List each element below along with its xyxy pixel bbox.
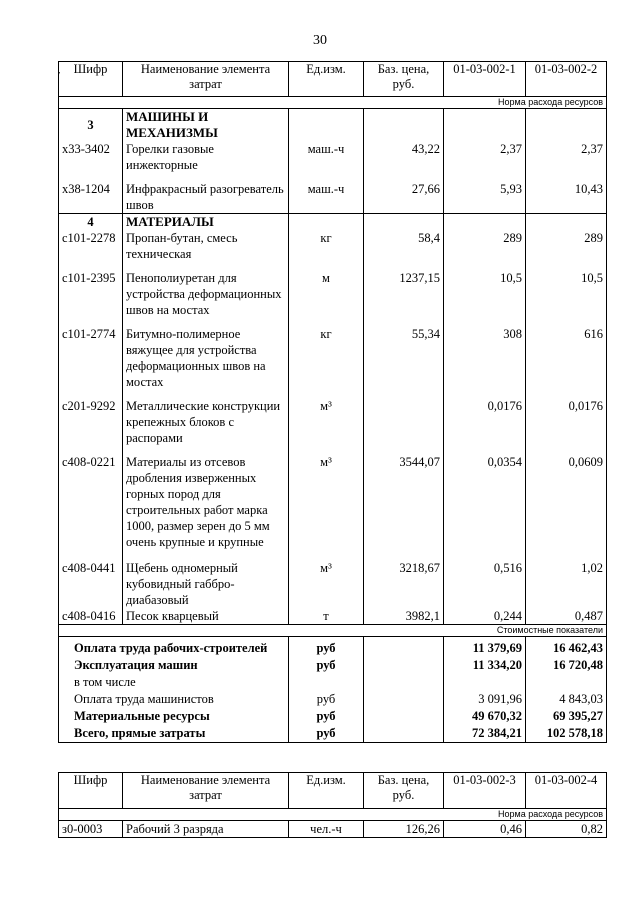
row-price: 58,4 <box>364 230 444 262</box>
row-code: с408-0416 <box>59 608 123 625</box>
cost-unit: руб <box>289 657 364 674</box>
cost-value-2: 16 720,48 <box>526 657 607 674</box>
cost-name: Всего, прямые затраты <box>59 725 289 743</box>
row-name: Горелки газовые инжекторные <box>123 141 289 173</box>
cost-row <box>59 674 607 691</box>
row-unit: м³ <box>289 550 364 608</box>
row-value-2: 289 <box>526 230 607 262</box>
row-unit: м <box>289 262 364 318</box>
section-title: МАШИНЫ И МЕХАНИЗМЫ <box>123 109 289 142</box>
row-price <box>364 390 444 446</box>
norm-label: Норма расхода ресурсов <box>59 97 607 109</box>
cost-value-2: 16 462,43 <box>526 637 607 658</box>
header-col2: 01-03-002-2 <box>526 62 607 97</box>
row-name: Материалы из отсевов дробления изверженных горных пород для строительных работ марка 1000, размер зерен до 5 мм очень крупные и крупные <box>123 446 289 550</box>
header-col2: 01-03-002-4 <box>526 773 607 809</box>
row-unit: кг <box>289 230 364 262</box>
row-unit: кг <box>289 318 364 390</box>
table-row <box>59 173 607 214</box>
section-row <box>59 109 607 142</box>
cost-unit: руб <box>289 708 364 725</box>
row-name: Инфракрасный разогреватель швов <box>123 173 289 214</box>
table-header <box>59 62 607 97</box>
table-row <box>59 550 607 608</box>
cost-value-1: 72 384,21 <box>444 725 526 743</box>
cost-name: Оплата труда машинистов <box>59 691 289 708</box>
row-code: с408-0441 <box>59 550 123 608</box>
table-row <box>59 230 607 262</box>
row-value-2: 1,02 <box>526 550 607 608</box>
table-header <box>59 773 607 809</box>
norm-label: Норма расхода ресурсов <box>59 809 607 821</box>
header-base-price: Баз. цена, руб. <box>364 62 444 97</box>
norm-band <box>59 809 607 821</box>
row-code: с101-2278 <box>59 230 123 262</box>
header-cipher: Шифр <box>59 62 123 97</box>
table-row <box>59 318 607 390</box>
row-code: х33-3402 <box>59 141 123 173</box>
header-name: Наименование элемента затрат <box>123 773 289 809</box>
header-base-price: Баз. цена, руб. <box>364 773 444 809</box>
cost-name: Эксплуатация машин <box>59 657 289 674</box>
row-unit: м³ <box>289 390 364 446</box>
cost-row <box>59 657 607 674</box>
row-name: Песок кварцевый <box>123 608 289 625</box>
row-price: 3982,1 <box>364 608 444 625</box>
row-name: Щебень одномерный кубовидный габбро-диабазовый <box>123 550 289 608</box>
row-price: 3218,67 <box>364 550 444 608</box>
cost-row <box>59 725 607 743</box>
cost-value-2: 69 395,27 <box>526 708 607 725</box>
section-number: 4 <box>59 214 123 231</box>
table-row <box>59 821 607 838</box>
section-title: МАТЕРИАЛЫ <box>123 214 289 231</box>
header-col1: 01-03-002-1 <box>444 62 526 97</box>
row-price: 126,26 <box>364 821 444 838</box>
table-row <box>59 446 607 550</box>
norm-band <box>59 97 607 109</box>
cost-value-1: 49 670,32 <box>444 708 526 725</box>
row-value-2: 10,5 <box>526 262 607 318</box>
row-code: х38-1204 <box>59 173 123 214</box>
row-code: с101-2774 <box>59 318 123 390</box>
row-value-1: 10,5 <box>444 262 526 318</box>
cost-unit: руб <box>289 637 364 658</box>
cost-unit: руб <box>289 725 364 743</box>
row-value-2: 0,0176 <box>526 390 607 446</box>
row-value-1: 5,93 <box>444 173 526 214</box>
row-price: 27,66 <box>364 173 444 214</box>
cost-name: в том числе <box>59 674 289 691</box>
cost-row <box>59 691 607 708</box>
cost-value-2: 102 578,18 <box>526 725 607 743</box>
row-unit: маш.-ч <box>289 141 364 173</box>
row-value-1: 0,244 <box>444 608 526 625</box>
cost-value-2: 4 843,03 <box>526 691 607 708</box>
cost-band <box>59 625 607 637</box>
row-value-2: 2,37 <box>526 141 607 173</box>
row-name: Рабочий 3 разряда <box>123 821 289 838</box>
table-row <box>59 262 607 318</box>
section-row <box>59 214 607 231</box>
row-value-1: 0,0354 <box>444 446 526 550</box>
row-name: Битумно-полимерное вяжущее для устройства деформационных швов на мостах <box>123 318 289 390</box>
header-cipher: Шифр <box>59 773 123 809</box>
row-value-1: 2,37 <box>444 141 526 173</box>
row-value-2: 0,82 <box>526 821 607 838</box>
scan-mark: ʹ <box>58 70 61 82</box>
table-row <box>59 141 607 173</box>
header-name: Наименование элемента затрат <box>123 62 289 97</box>
row-name: Пропан-бутан, смесь техническая <box>123 230 289 262</box>
row-value-2: 10,43 <box>526 173 607 214</box>
row-value-1: 0,516 <box>444 550 526 608</box>
row-unit: т <box>289 608 364 625</box>
header-col1: 01-03-002-3 <box>444 773 526 809</box>
row-unit: чел.-ч <box>289 821 364 838</box>
row-value-2: 616 <box>526 318 607 390</box>
row-code: с201-9292 <box>59 390 123 446</box>
row-price: 3544,07 <box>364 446 444 550</box>
header-unit: Ед.изм. <box>289 773 364 809</box>
cost-name: Оплата труда рабочих-строителей <box>59 637 289 658</box>
row-code: з0-0003 <box>59 821 123 838</box>
resource-table-2 <box>58 772 607 838</box>
row-unit: маш.-ч <box>289 173 364 214</box>
row-code: с101-2395 <box>59 262 123 318</box>
table-row <box>59 390 607 446</box>
section-number: 3 <box>59 109 123 142</box>
row-code: с408-0221 <box>59 446 123 550</box>
cost-row <box>59 637 607 658</box>
cost-unit: руб <box>289 691 364 708</box>
row-name: Пенополиуретан для устройства деформационных швов на мостах <box>123 262 289 318</box>
cost-name: Материальные ресурсы <box>59 708 289 725</box>
resource-table-1 <box>58 61 607 743</box>
row-value-1: 0,0176 <box>444 390 526 446</box>
row-price: 1237,15 <box>364 262 444 318</box>
cost-value-1: 3 091,96 <box>444 691 526 708</box>
page-number: 30 <box>313 33 327 48</box>
cost-row <box>59 708 607 725</box>
row-price: 43,22 <box>364 141 444 173</box>
row-value-2: 0,487 <box>526 608 607 625</box>
row-value-1: 289 <box>444 230 526 262</box>
header-unit: Ед.изм. <box>289 62 364 97</box>
row-value-2: 0,0609 <box>526 446 607 550</box>
row-price: 55,34 <box>364 318 444 390</box>
cost-value-1: 11 379,69 <box>444 637 526 658</box>
cost-label: Стоимостные показатели <box>59 625 607 637</box>
table-row <box>59 608 607 625</box>
cost-value-1: 11 334,20 <box>444 657 526 674</box>
row-value-1: 0,46 <box>444 821 526 838</box>
row-value-1: 308 <box>444 318 526 390</box>
row-name: Металлические конструкции крепежных блоков с распорами <box>123 390 289 446</box>
row-unit: м³ <box>289 446 364 550</box>
